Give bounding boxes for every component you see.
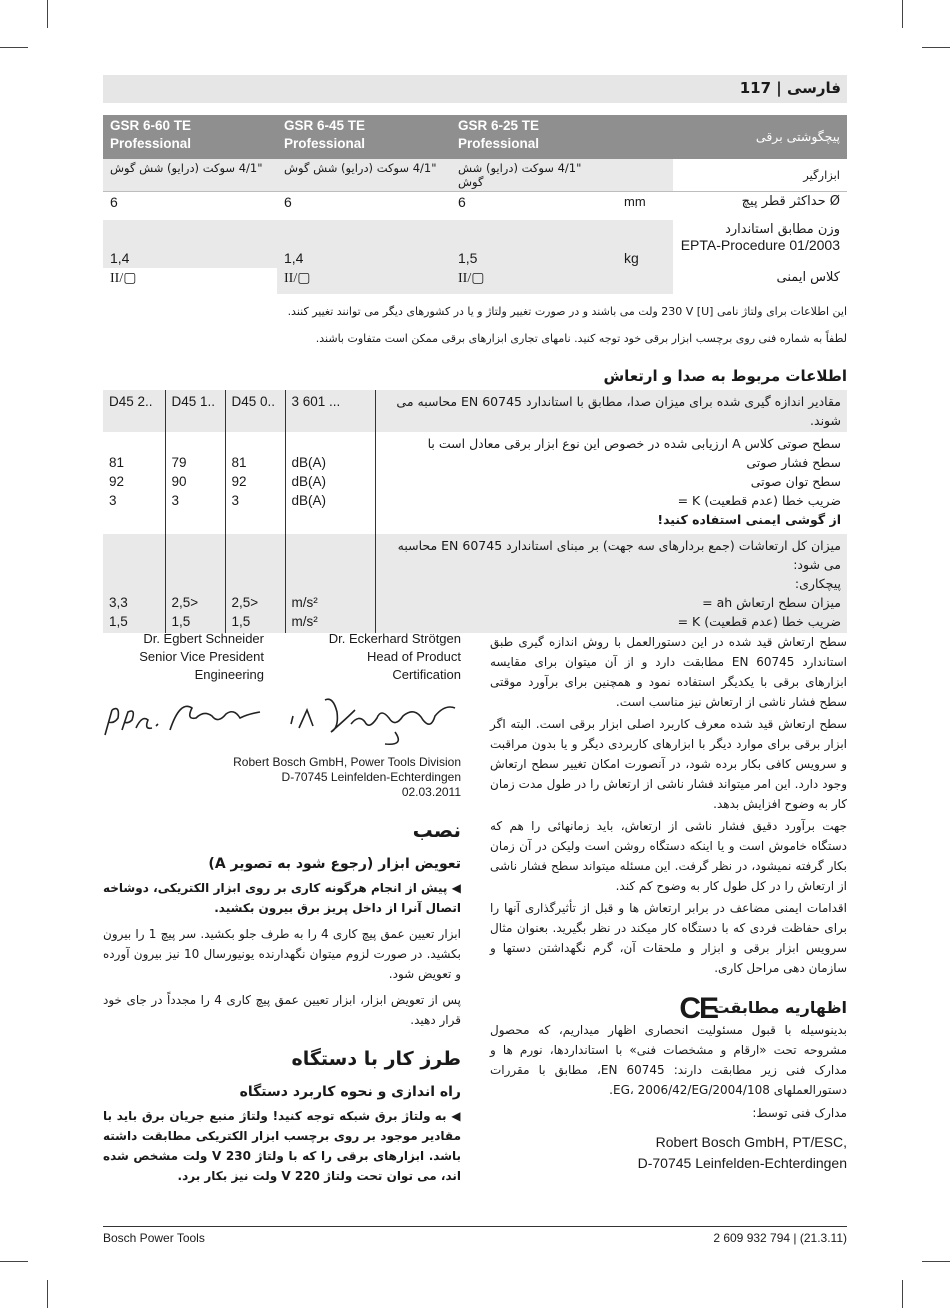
crop-mark	[902, 1280, 903, 1308]
footer-doc-number: 2 609 932 794 | (21.3.11)	[713, 1231, 847, 1245]
table-cell: 6	[110, 194, 118, 210]
table-unit	[617, 268, 673, 294]
noise-measure-text: مقادیر اندازه گیری شده برای میزان صدا، مطابق با استاندارد EN 60745 محاسبه می شوند.	[375, 390, 847, 432]
tech-docs-label: مدارک فنی توسط:	[752, 1106, 847, 1120]
crop-mark	[922, 1261, 950, 1262]
safety-class-symbol: II/▢	[110, 270, 137, 286]
table-cell: 2,5> 1,5	[165, 534, 225, 633]
model-header: GSR 6-25 TE Professional	[451, 115, 617, 159]
install-heading: نصب	[412, 818, 461, 842]
table-unit: m/s² m/s²	[285, 534, 375, 633]
table-cell: 1,4	[277, 220, 451, 268]
table-unit	[617, 159, 673, 192]
tool-change-heading: تعویض ابزار (رجوع شود به تصویر A)	[208, 856, 461, 872]
table-cell: "4/1 سوکت (درایو) شش گوش	[103, 159, 277, 192]
footer-brand: Bosch Power Tools	[103, 1231, 205, 1245]
bullet-icon: ◀	[446, 1109, 461, 1123]
table-cell: 6	[284, 194, 292, 210]
table-cell: 3,3 1,5	[103, 534, 165, 633]
table-cell: D45 2..	[103, 390, 165, 432]
table-cell: "4/1 سوکت (درایو) شش گوش	[277, 159, 451, 192]
safety-class-symbol: II/▢	[451, 268, 617, 294]
crop-mark	[0, 47, 28, 48]
table-cell: 2,5> 1,5	[225, 534, 285, 633]
sound-description: سطح صوتی کلاس A ارزیابی شده در خصوص این نوع ابزار برقی معادل است با سطح فشار صوتی سطح توان صوتی ضریب خطا (عدم قطعیت) K = از گوشی ایمنی استفاده کنید!	[375, 432, 847, 534]
paragraph: ابزار تعیین عمق پیچ کاری 4 را به طرف جلو بکشید. سر پیچ 1 را بیرون بکشید. در صورت لزوم میتوان نگهدارنده یونیورسال 10 نیز بیرون آورده و تعویض شود.	[103, 927, 461, 981]
page-header	[103, 75, 847, 103]
table-row-label: ابزارگیر	[673, 159, 847, 192]
crop-mark	[47, 0, 48, 28]
conformity-heading: اظهاریه مطابقت	[713, 998, 847, 1017]
paragraph: پس از تعویض ابزار، ابزار تعیین عمق پیچ کاری 4 را مجدداً در جای خود قرار دهید.	[103, 993, 462, 1027]
bullet-icon: ◀	[447, 881, 462, 895]
signatory-left: Dr. Egbert Schneider Senior Vice President Engineering	[139, 631, 264, 682]
crop-mark	[0, 1261, 28, 1262]
crop-mark	[902, 0, 903, 28]
table-cell: 81 92 3	[225, 432, 285, 534]
hearing-protection-warning: از گوشی ایمنی استفاده کنید!	[657, 512, 841, 527]
company-block: Robert Bosch GmbH, Power Tools Division D-70745 Leinfelden-Echterdingen 02.03.2011	[233, 755, 461, 799]
noise-heading: اطلاعات مربوط به صدا و ارتعاش	[603, 367, 847, 385]
signatory-right: Dr. Eckerhard Strötgen Head of Product Certification	[328, 631, 461, 682]
tech-docs-address: Robert Bosch GmbH, PT/ESC, D-70745 Leinfelden-Echterdingen	[637, 1134, 847, 1171]
crop-mark	[47, 1280, 48, 1308]
paragraph: سطح ارتعاش قید شده معرف کاربرد اصلی ابزار برقی است. البته اگر ابزار برقی برای موارد دیگر با ابزارهای کاربردی دیگر و یا بدون مراقبت و سرویس کافی بکار برده شود، در آنصورت امکان تغییر سطح ارتعاش وجود دارد. این امر میتواند فشار ناشی از ارتعاش را در طول مدت زمان کار به وضوح افزایش بدهد.	[490, 717, 847, 811]
table-cell: 79 90 3	[165, 432, 225, 534]
installation-section	[103, 818, 461, 1186]
signature-left-icon	[100, 690, 270, 750]
safety-class-symbol: II/▢	[277, 268, 451, 294]
table-cell: D45 1..	[165, 390, 225, 432]
table-row-label: کلاس ایمنی	[776, 269, 840, 285]
noise-vibration-table	[103, 390, 847, 633]
tech-number-note: لطفاً به شماره فنی روی برچسب ابزار برقی خود توجه کنید. نامهای تجاری ابزارهای برقی ممکن است متفاوت باشند.	[315, 332, 847, 345]
paragraph: سطح ارتعاش قید شده در این دستورالعمل با روش اندازه گیری طبق استاندارد EN 60745 مطابقت دارد و از آن میتوان برای مقایسه ابزارهای برقی با یکدیگر استفاده نمود و همچنین برای برآورد موقتی سطح فشار ناشی از ارتعاش نیز مناسب است.	[490, 635, 847, 709]
table-cell: "4/1 سوکت (درایو) شش گوش	[451, 159, 617, 192]
table-unit: mm	[624, 194, 646, 209]
warning-unplug: ◀ پیش از انجام هرگونه کاری بر روی ابزار الکتریکی، دوشاخه اتصال آنرا از داخل پریز برق بیرون بکشید.	[103, 881, 462, 915]
table-cell: 1,4	[103, 220, 277, 268]
startup-heading: راه اندازی و نحوه کاربرد دستگاه	[239, 1084, 461, 1100]
model-header: GSR 6-60 TE Professional	[103, 115, 277, 159]
conformity-text: بدینوسیله با قبول مسئولیت انحصاری اظهار میداریم، که محصول مشروحه تحت «ارقام و مشخصات فنی» با استانداردها، نورم ها و مدارک فنی زیر مطابقت دارند: EN 60745، مطابق با مقررات دستورالعملهای 2004/108/EG، 2006/42/EG.	[490, 1023, 847, 1097]
spec-table-title: پیچگوشتی برقی	[673, 115, 847, 159]
table-row-label: Ø حداکثر قطر پیچ	[741, 194, 840, 209]
spec-table	[103, 115, 847, 294]
table-cell: 3 601 ...	[285, 390, 375, 432]
table-cell: D45 0..	[225, 390, 285, 432]
table-cell: 6	[458, 194, 466, 210]
vibration-notes	[490, 632, 847, 978]
crop-mark	[922, 47, 950, 48]
paragraph: جهت برآورد دقیق فشار ناشی از ارتعاش، باید زمانهائی را هم که دستگاه خاموش است و یا اینکه دستگاه روشن است ولیکن در آن زمان بکار گرفته نمیشود، در نظر گرفت. این مسئله میتواند سطح فشار ناشی از ارتعاش را در کل طول کار به وضوح کم کند.	[490, 819, 847, 893]
signature-right-icon	[285, 688, 465, 750]
footer-rule	[103, 1226, 847, 1227]
operation-heading: طرز کار با دستگاه	[291, 1048, 461, 1070]
vibration-description: میزان کل ارتعاشات (جمع بردارهای سه جهت) بر مبنای استاندارد EN 60745 محاسبه می شود: پیچکاری: میزان سطح ارتعاش ah = ضریب خطا (عدم قطعیت) K =	[375, 534, 847, 633]
page-title: فارسی | 117	[739, 79, 841, 97]
table-unit: kg	[617, 220, 673, 268]
paragraph: اقدامات ایمنی مضاعف در برابر ارتعاش ها و قبل از تأثیرگذاری آنها را برای حفاظت فردی که با دستگاه کار میکند در نظر بگیرید. بعنوان مثال سرویس ابزار برقی و ابزار و ملحقات آن، گرم نگهداشتن دستها و سازمان دهی مراحل کاری.	[490, 901, 847, 975]
ce-mark-icon: CE	[679, 992, 717, 1025]
table-cell: 81 92 3	[103, 432, 165, 534]
model-header: GSR 6-45 TE Professional	[277, 115, 451, 159]
table-row-label: وزن مطابق استاندارد EPTA-Procedure 01/2003	[680, 221, 840, 253]
warning-voltage: ◀ به ولتاژ برق شبکه توجه کنید! ولتاژ منبع جریان برق باید با مقادیر موجود بر روی برچسب ابزار الکتریکی مطابقت داشته باشد. ابزارهای برقی را که با ولتاژ 230 V ولت مشخص شده اند، می توان تحت ولتاژ 220 V ولت نیز بکار برد.	[103, 1109, 462, 1183]
table-unit: dB(A) dB(A) dB(A)	[285, 432, 375, 534]
table-cell: 1,5	[451, 220, 617, 268]
voltage-note: این اطلاعات برای ولتاژ نامی [U] 230 V ولت می باشند و در صورت تغییر ولتاژ و یا در کشورهای دیگر می توانند تغییر کنند.	[287, 305, 847, 318]
